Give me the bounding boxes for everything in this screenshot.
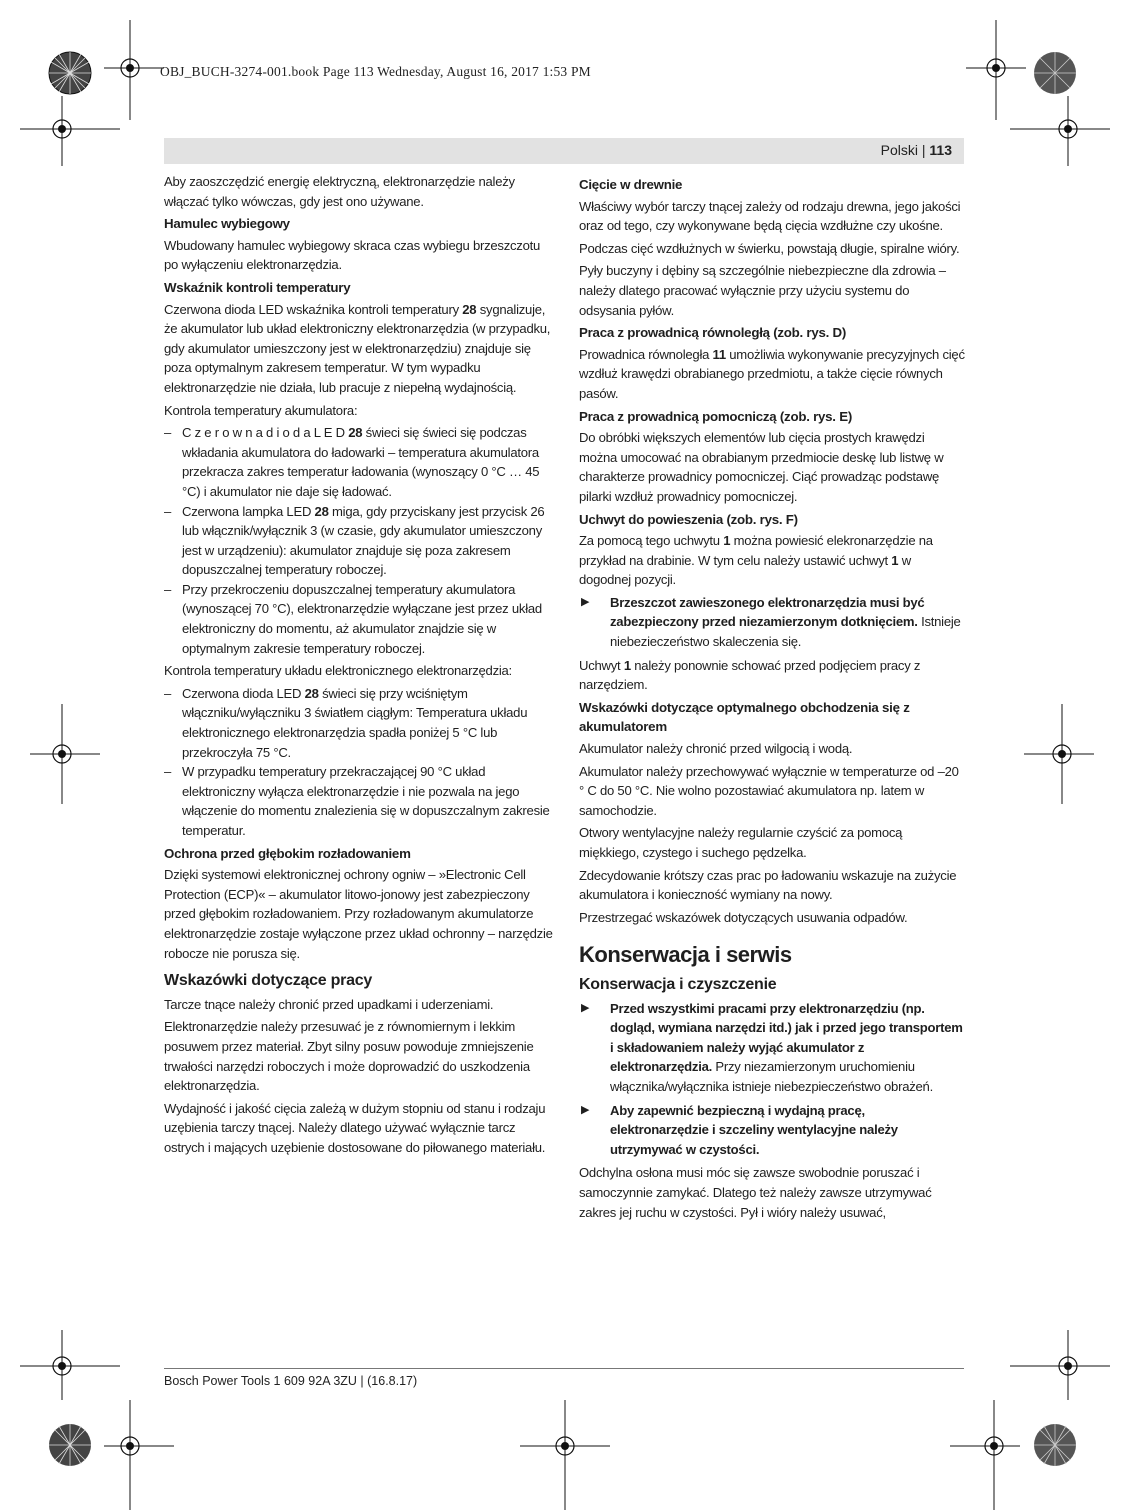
paragraph-run-down-brake: Wbudowany hamulec wybiegowy skraca czas wybiegu brzeszczotu po wyłączeniu elektronarzędzia. bbox=[164, 237, 541, 273]
triangle-bullet-icon: ▶ bbox=[581, 595, 590, 608]
header-language: Polski bbox=[880, 142, 918, 158]
list-battery-temp bbox=[164, 423, 556, 658]
list-item: – Czerwona dioda LED 28 świeci się przy wciśniętym włączniku/wyłączniku 3 światłem ciągłym: Temperatura układu elektronicznego elektronarzędzia spadła poniżej 5 °C lub przekroczyła 75 °C. bbox=[164, 685, 528, 760]
heading-auxiliary-guide: Praca z prowadnicą pomocniczą (zob. rys. E) bbox=[579, 408, 852, 424]
paragraph-wood-3: Pyły buczyny i dębiny są szczególnie niebezpieczne dla zdrowia – należy dlatego pracować wyłącznie przy użyciu systemu do odsysania pyłów. bbox=[579, 263, 946, 318]
footer-rule bbox=[164, 1368, 964, 1369]
print-slug-line: OBJ_BUCH-3274-001.book Page 113 Wednesday, August 16, 2017 1:53 PM bbox=[160, 64, 591, 79]
heading-deep-discharge-protection: Ochrona przed głębokim rozładowaniem bbox=[164, 845, 411, 861]
registration-mark-bottom-right-starburst bbox=[1032, 1422, 1078, 1468]
warning-hanging-blade: ▶ Brzeszczot zawieszonego elektronarzędzia musi być zabezpieczony przed niezamierzonym dotknięciem. Istnieje niebezieczeństwo skaleczenia się. bbox=[581, 594, 961, 650]
paragraph-deep-discharge: Dzięki systemowi elektronicznej ochrony ogniw – »Electronic Cell Protection (ECP)« – akumulator litowo-jonowy jest zabezpieczony przed głębokim rozładowaniem. Przy rozładowanym akumulatorze elektronarzędzie zostaje wyłączone przez układ ochronny – narzędzie robocze nie porusza się. bbox=[164, 867, 553, 961]
warning-keep-clean: ▶ Aby zapewnić bezpieczną i wydajną pracę, elektronarzędzie i szczeliny wentylacyjne należy utrzymywać w czystości. bbox=[581, 1102, 898, 1157]
paragraph-temperature-indicator: Czerwona dioda LED wskaźnika kontroli temperatury 28 sygnalizuje, że akumulator lub układ elektroniczny elektronarzędzia (w przypadku, gdy akumulator umieszczony jest w elektronarzędziu) znajduje się poza optymalnym zakresem temperatur. W tym wypadku elektronarzędzie nie działa, lub pracuje z niepełną wydajnością. bbox=[164, 301, 551, 395]
paragraph-parallel-guide: Prowadnica równoległa 11 umożliwia wykonywanie precyzyjnych cięć wzdłuż krawędzi obrabianego przedmiotu, a także cięcie równych pasów. bbox=[579, 346, 965, 401]
crosshair-mark-left-lower bbox=[20, 1330, 120, 1400]
page-footer: Bosch Power Tools 1 609 92A 3ZU | (16.8.17) bbox=[164, 1374, 418, 1388]
heading-temperature-indicator: Wskaźnik kontroli temperatury bbox=[164, 279, 351, 295]
paragraph-energy-saving: Aby zaoszczędzić energię elektryczną, elektronarzędzie należy włączać tylko wówczas, gdy jest ono używane. bbox=[164, 174, 515, 209]
registration-mark-bottom-left-starburst bbox=[47, 1422, 93, 1468]
paragraph-battery-5: Przestrzegać wskazówek dotyczących usuwania odpadów. bbox=[579, 909, 908, 925]
paragraph-hook-stow: Uchwyt 1 należy ponownie schować przed podjęciem pracy z narzędziem. bbox=[579, 657, 921, 693]
registration-mark-top-right-starburst bbox=[1032, 50, 1078, 96]
heading-maintenance-cleaning: Konserwacja i czyszczenie bbox=[579, 975, 777, 993]
crosshair-mark-right-upper bbox=[1010, 96, 1110, 166]
crosshair-mark-right-lower bbox=[1010, 1330, 1110, 1400]
crosshair-mark-bottom-right bbox=[950, 1400, 1020, 1510]
triangle-bullet-icon: ▶ bbox=[581, 1103, 590, 1116]
right-column bbox=[579, 172, 965, 1225]
page-header-label bbox=[881, 142, 952, 158]
heading-cutting-wood: Cięcie w drewnie bbox=[579, 177, 683, 192]
paragraph-battery-3: Otwory wentylacyjne należy regularnie czyścić za pomocą miękkiego, czystego i suchego pędzelka. bbox=[579, 825, 903, 860]
paragraph-hanging-hook: Za pomocą tego uchwytu 1 można powiesić elekronarzędzie na przykład na drabinie. W tym celu należy ustawić uchwyt 1 w dogodnej pozycji. bbox=[579, 533, 933, 588]
registration-mark-top-left-starburst bbox=[47, 50, 93, 96]
paragraph-working-advice-3: Wydajność i jakość cięcia zależą w dużym stopniu od stanu i rodzaju uzębienia tarczy tnącej. Należy dlatego używać wyłącznie tarcz ostrych i mających uzębienie dostosowane do piłowanego materiału. bbox=[164, 1100, 546, 1155]
paragraph-working-advice-2: Elektronarzędzie należy przesuwać je z równomiernym i lekkim posuwem przez materiał. Zbyt silny posuw powoduje zmniejszenie trwałości narzędzi roboczych i może doprowadzić do uszkodzenia elektronarzędzia. bbox=[164, 1019, 534, 1094]
paragraph-guard-clean: Odchylna osłona musi móc się zawsze swobodnie poruszać i samoczynnie zamykać. Dlatego też należy zawsze utrzymywać zakres jej ruchu w czystości. Pył i wióry należy usuwać, bbox=[579, 1165, 932, 1220]
list-electronics-temp bbox=[164, 684, 556, 841]
paragraph-battery-1: Akumulator należy chronić przed wilgocią i wodą. bbox=[579, 741, 853, 757]
paragraph-wood-2: Podczas cięć wzdłużnych w świerku, powstają długie, spiralne wióry. bbox=[579, 240, 960, 256]
paragraph-working-advice-1: Tarcze tnące należy chronić przed upadkami i uderzeniami. bbox=[164, 996, 494, 1012]
heading-parallel-guide: Praca z prowadnicą równoległą (zob. rys. D) bbox=[579, 325, 847, 341]
header-separator: | bbox=[917, 142, 930, 158]
page-header-band bbox=[164, 138, 964, 164]
paragraph-battery-temp-control: Kontrola temperatury akumulatora: bbox=[164, 402, 358, 418]
list-item: – C z e r o w n a d i o d a L E D 28 świeci się świeci się podczas wkładania akumulatora do ładowarki – temperatura akumulatora przekracza zakres temperatur ładowania (wynoszący 0 °C … 45 °C) i akumulator nie daje się ładować. bbox=[164, 425, 540, 499]
paragraph-battery-2: Akumulator należy przechowywać wyłącznie w temperaturze od –20 ° C do 50 °C. Nie wolno pozostawiać akumulatora np. latem w samochodzie. bbox=[579, 763, 959, 818]
heading-battery-handling: Wskazówki dotyczące optymalnego obchodzenia się z akumulatorem bbox=[579, 699, 910, 735]
crosshair-mark-right-middle bbox=[1024, 704, 1094, 804]
crosshair-mark-bottom-center bbox=[520, 1400, 610, 1510]
triangle-bullet-icon: ▶ bbox=[581, 1001, 590, 1014]
heading-working-advice: Wskazówki dotyczące pracy bbox=[164, 972, 373, 990]
warning-remove-battery: ▶ Przed wszystkimi pracami przy elektronarzędziu (np. dogląd, wymiana narzędzi itd.) jak i przed jego transportem i składowaniem należy wyjąć akumulator z elektronarzędzia. Przy niezamierzonym uruchomieniu włącznika/wyłącznika istnieje niebezpieczeństwo obrażeń. bbox=[581, 1000, 963, 1094]
heading-maintenance-service: Konserwacja i serwis bbox=[579, 942, 792, 968]
crosshair-mark-left-middle bbox=[30, 704, 100, 804]
paragraph-auxiliary-guide: Do obróbki większych elementów lub cięcia prostych krawędzi można umocować na obrabianym przedmiocie deskę lub listwę w charakterze prowadnicy pomocniczej. Ciąć prowadząc podstawę pilarki wzdłuż prowadnicy pomocniczej. bbox=[579, 430, 944, 504]
paragraph-electronics-temp-control: Kontrola temperatury układu elektronicznego elektronarzędzia: bbox=[164, 663, 512, 679]
paragraph-wood-1: Właściwy wybór tarczy tnącej zależy od rodzaju drewna, jego jakości oraz od tego, czy wykonywane będą cięcia wzdłużne czy ukośne. bbox=[579, 198, 961, 234]
page-number: 113 bbox=[929, 142, 952, 158]
list-item: – Czerwona lampka LED 28 miga, gdy przyciskany jest przycisk 26 lub włącznik/wyłącznik 3 (w czasie, gdy akumulator umieszczony jest w urządzeniu): akumulator znajduje się poza zakresem dopuszczalnej temperatury roboczej. bbox=[164, 503, 545, 578]
left-column bbox=[164, 172, 556, 1161]
crosshair-mark-bottom-left bbox=[104, 1400, 174, 1510]
crosshair-mark-left-upper bbox=[20, 96, 120, 166]
list-item: – Przy przekroczeniu dopuszczalnej temperatury akumulatora (wynoszącej 70 °C), elektronarzędzie wyłączane jest przez układ elektroniczny do momentu, aż akumulator znajdzie się w optymalnym zakresie temperatury roboczej. bbox=[164, 581, 542, 656]
heading-hanging-hook: Uchwyt do powieszenia (zob. rys. F) bbox=[579, 511, 798, 527]
paragraph-battery-4: Zdecydowanie krótszy czas prac po ładowaniu wskazuje na zużycie akumulatora i konieczność wymiany na nowy. bbox=[579, 867, 957, 903]
heading-run-down-brake: Hamulec wybiegowy bbox=[164, 216, 290, 232]
list-item: – W przypadku temperatury przekraczającej 90 °C układ elektroniczny wyłącza elektronarzędzie i nie pozwala na jego włączenie do momentu znalezienia się w dopuszczalnym zakresie temperatur. bbox=[164, 764, 550, 838]
